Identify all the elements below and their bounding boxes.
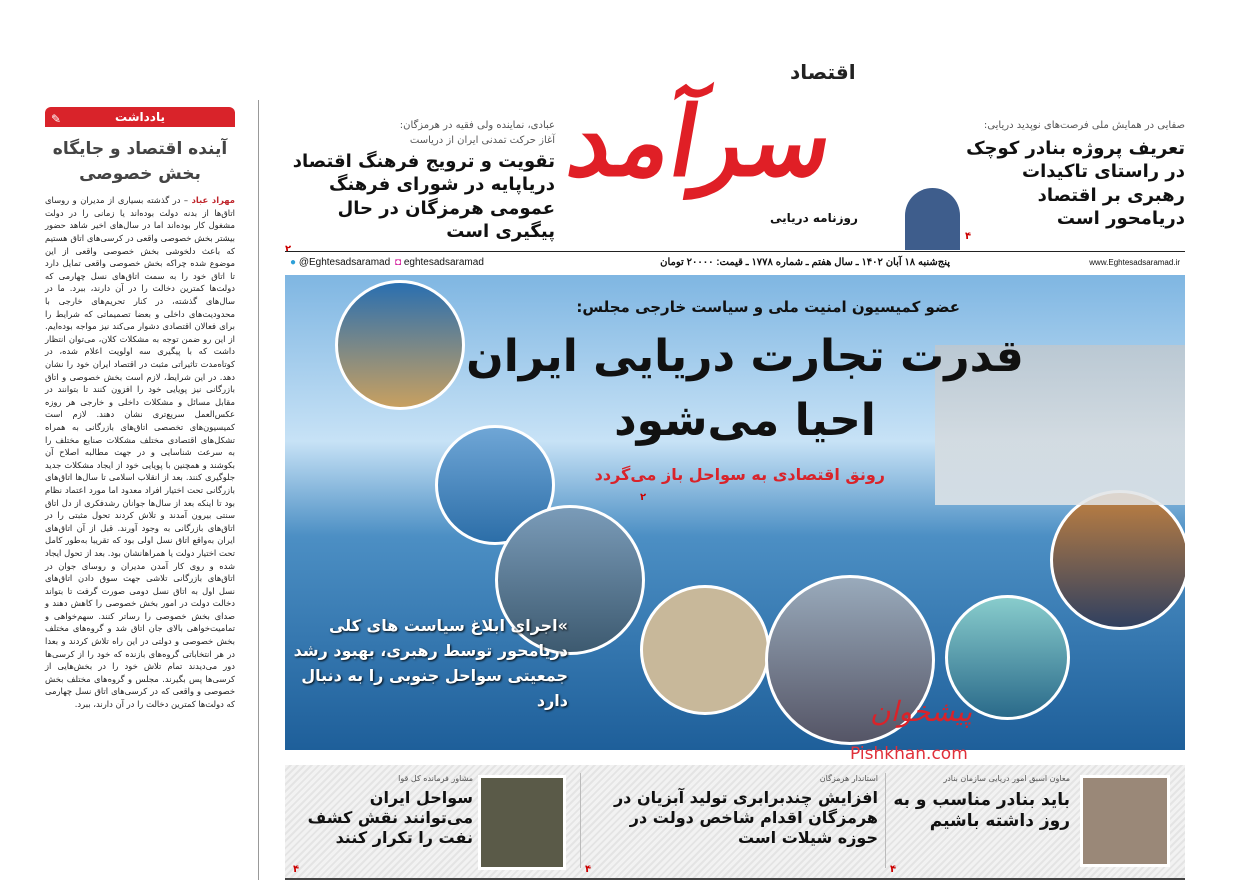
note-body: مهراد عباد – در گذشته بسیاری از مدیران و روسای اتاق‌ها از بدنه دولت بوده‌اند یا زمانی را در دولت مشغول کار بوده‌اند اما در سال‌های اخیر شاهد حضور بیشتر بخش خصوصی واقعی در کرسی‌های اتاق هستیم که باعث دلخوشی بخش خصوصی واقعی از این موضوع شده چراکه بخش خصوصی واقعی تمایل دارد تا اتاق خود را به سمت اتاق‌های نسل چهارمی که دولت‌ها کمترین دخالت را در آن دارند، ببرد. ما در سال‌های گذشته، در کنار تحریم‌های خارجی با محدودیت‌های داخلی و بعضا تصمیماتی که شرایط را برای فعالان اقتصادی دشوار می‌کند نیز مواجه بوده‌ایم. از این رو ضمن توجه به مشکلات کلان، می‌توان انتظار داشت که با پیگیری سه اولویت اعلام شده، در کوتاه‌مدت تاثیراتی مثبت در اقتصاد ایران خود را نشان دهد. در این شرایط، لازم است بخش خصوصی و اتاق بازرگانی نیز پویایی خود را افزون کنند تا بتوانند در مقابل مسائل و مشکلات داخلی و خارجی هر روزه عکس‌العمل سریع‌تری نشان دهند. لازم است کمیسیون‌های تخصصی اتاق‌های بازرگانی به همراه تشکل‌های اقتصادی مختلف مشکلات صنایع مختلف را به سرعت شناسایی و در جهت مطالبه اصلاح آن بکوشند و همچنین با پویایی خود از ایجاد مشکلات جدید جلوگیری کنند. بعد از انقلاب اسلامی تا سال‌ها اتاق‌های بازرگانی تحت اختیار افراد معدود اما مورد اعتماد نظام بود تا اینکه بعد از سال‌ها جوانان رشدفکری از دل اتاق سنتی بیرون آمدند و تلاش کردند تحول مثبتی را در اتاق‌های بازرگانی به وجود آورند. قبل از آن اتاق‌های ایران به‌واقع اتاق نسل اولی بود که تقریبا به‌طور کامل تحت اختیار دولت یا همراهانشان بود. بعد از تحول ایجاد شده و روی کار آمدن مدیران و روسای جوان در اتاق‌های بازرگانی تلاشی جهت سوق دادن اتاق‌های نسل اول به اتاق نسل دومی صورت گرفت تا بتواند دخالت دولت در امور بخش خصوصی را کاهش دهند و صدای بخش خصوصی را رسا‌تر کنند. سهم‌خواهی و تمامیت‌خواهی بالای جان اتاق شد و گروه‌های مختلف بخش خصوصی و دولتی در این راه تلاش کردند و بعدا در هر انتخاباتی گروه‌های بازنده که خود را از کرسی‌ها دور می‌دیدند تمام تلاش خود را در بخش‌هایی از کرسی‌ها پس بگیرند. مجلس و گروه‌های مختلف بخش خصوصی و واقعی که در کرسی‌های اتاق نسل چهارمی که دولت‌ها کمترین دخالت را در آن دارند، ببرد. <box>45 195 235 710</box>
right-story[interactable]: صفایی در همایش ملی فرصت‌های نوپدید دریایی: تعریف پروژه بنادر کوچک در راستای تاکیدات رهبری بر اقتصاد دریامحور است ۴ <box>965 120 1185 242</box>
logo-small: اقتصاد <box>790 60 856 84</box>
watermark: پیشخوان <box>870 695 973 728</box>
note-header: ✎ یادداشت <box>45 107 235 127</box>
oil-rig-photo <box>1050 490 1185 630</box>
instagram-icon: ◘ <box>395 257 402 268</box>
classroom-photo <box>640 585 770 715</box>
masthead <box>560 60 900 240</box>
headline: تعریف پروژه بنادر کوچک در راستای تاکیدات رهبری بر اقتصاد دریامحور است <box>966 138 1185 230</box>
page-ref: ۲ <box>285 243 292 255</box>
watermark-url: Pishkhan.com <box>850 744 968 764</box>
bottom-strip <box>285 765 1185 880</box>
portrait-photo <box>905 188 960 250</box>
page-ref: ۲ <box>640 492 647 503</box>
page-ref: ۴ <box>585 864 592 875</box>
hero-quote: »اجرای ابلاغ سیاست های کلی دریامحور توسط رهبری، بهبود رشد جمعیتی سواحل جنوبی را به دنبال دارد <box>293 616 568 710</box>
note-title: آینده اقتصاد و جایگاه بخش خصوصی <box>52 139 228 184</box>
logo: سرآمد <box>560 85 842 198</box>
telegram-icon: ● <box>290 257 297 268</box>
instagram-link[interactable]: ◘ eghtesadsaramad <box>395 257 484 268</box>
bottom-story[interactable]: معاون اسبق امور دریایی سازمان بنادر باید بنادر مناسب و به روز داشته باشیم ۴ <box>890 774 1070 875</box>
info-bar <box>285 251 1185 273</box>
hero-title-line2: احیا می‌شود <box>614 395 876 446</box>
hero-kicker: عضو کمیسیون امنیت ملی و سیاست خارجی مجلس: <box>576 298 960 316</box>
note-column <box>45 107 235 887</box>
page-ref: ۴ <box>890 864 897 875</box>
divider <box>885 773 886 868</box>
divider <box>580 773 581 868</box>
left-story[interactable]: عبادی، نماینده ولی فقیه در هرمزگان: آغاز حرکت تمدنی ایران از دریاست تقویت و ترویج فرهنگ اقتصاد دریاپایه در شورای فرهنگ عمومی هرمزگان در حال پیگیری است ۲ <box>285 120 555 255</box>
issue-info: پنج‌شنبه ۱۸ آبان ۱۴۰۲ ـ سال هفتم ـ شماره ۱۷۷۸ ـ قیمت: ۲۰۰۰۰ تومان <box>660 257 950 268</box>
page-ref: ۴ <box>965 230 972 242</box>
page-ref: ۴ <box>293 864 300 875</box>
commander-photo <box>478 775 566 870</box>
bottom-story[interactable]: استاندار هرمزگان افزایش چندبرابری تولید آبزیان در هرمزگان اقدام شاخص دولت در حوزه شیلات است ۴ <box>585 774 878 875</box>
headline: تقویت و ترویج فرهنگ اقتصاد دریاپایه در شورای فرهنگ عمومی هرمزگان در حال پیگیری است <box>292 151 555 243</box>
website-link[interactable]: www.Eghtesadsaramad.ir <box>1089 258 1180 267</box>
bottom-story[interactable]: مشاور فرمانده کل قوا سواحل ایران می‌توانند نقش کشف نفت را تکرار کنند ۴ <box>293 774 473 875</box>
pencil-icon: ✎ <box>51 112 62 126</box>
hero-image[interactable] <box>285 275 1185 750</box>
telegram-link[interactable]: ● @Eghtesadsaramad <box>290 257 391 268</box>
official-photo <box>1080 775 1170 867</box>
hero-subtitle: رونق اقتصادی به سواحل باز می‌گردد <box>594 465 885 484</box>
tagline: روزنامه دریایی <box>770 211 858 225</box>
hero-title-line1: قدرت تجارت دریایی ایران <box>466 331 1024 382</box>
divider <box>258 100 259 880</box>
